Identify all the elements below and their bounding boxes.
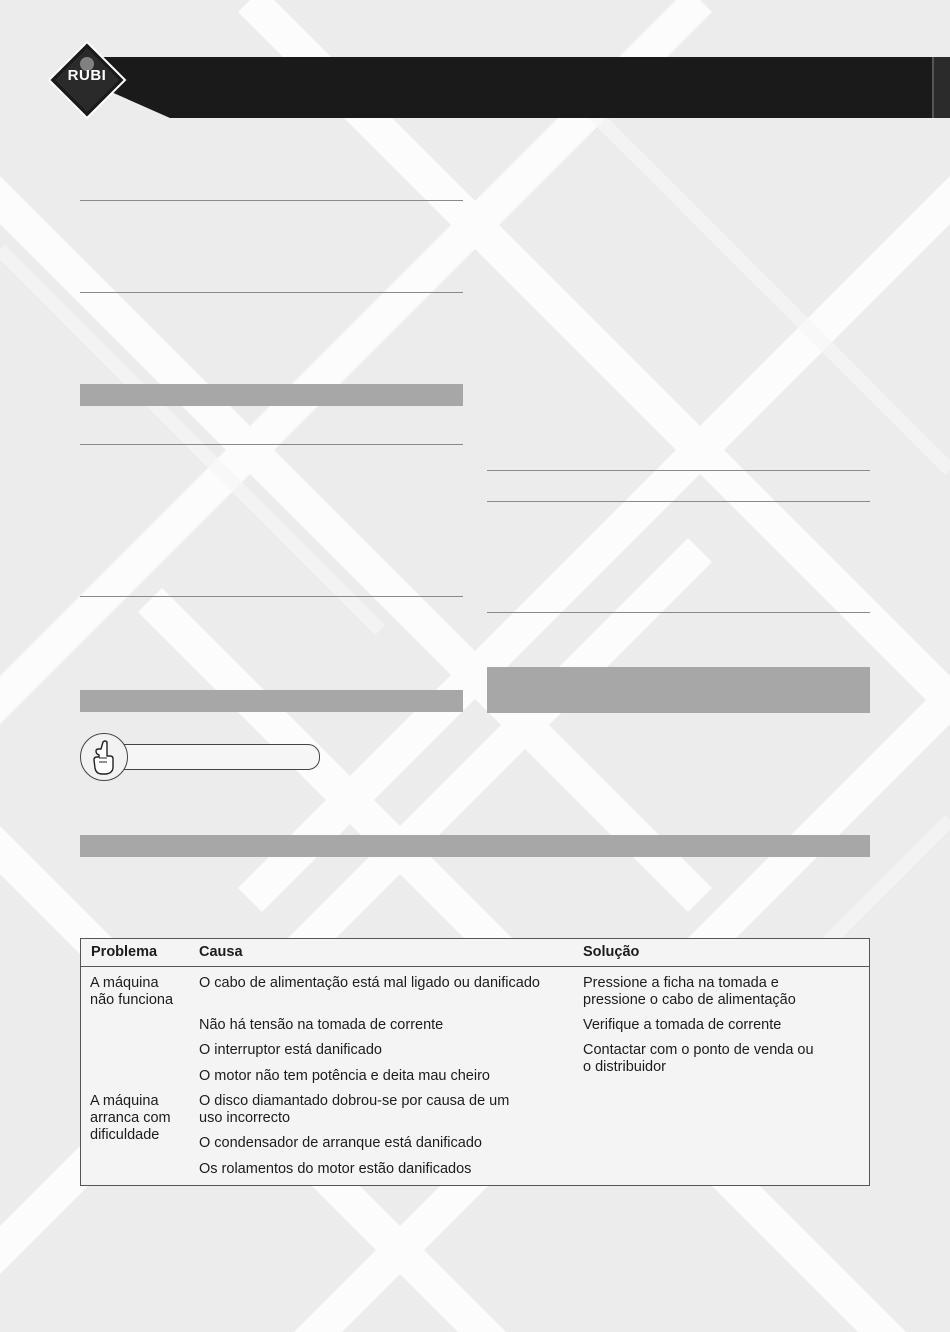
divider-rule [487,612,870,613]
cause-line: O disco diamantado dobrou-se por causa de um [199,1093,510,1109]
cause-line: uso incorrecto [199,1110,291,1126]
solution-line: Contactar com o ponto de venda ou [583,1042,814,1058]
problem-line: A máquina [90,1093,159,1109]
solution-cell [583,975,796,1009]
cause-line: O condensador de arranque está danificado [199,1135,482,1151]
table-header-rule [81,966,869,967]
problem-line: arranca com [90,1110,171,1126]
solution-line: o distribuidor [583,1059,667,1075]
divider-rule [487,501,870,502]
cause-cell [199,975,540,992]
solution-line: pressione o cabo de alimentação [583,992,796,1008]
solution-line: Pressione a ficha na tomada e [583,975,779,991]
solution-cell [583,1017,781,1034]
cause-cell [199,1017,443,1034]
cause-cell [199,1135,482,1152]
cause-cell [199,1161,471,1178]
cause-cell [199,1068,490,1085]
problem-line: não funciona [90,992,174,1008]
troubleshooting-table [80,938,870,1186]
divider-rule [80,596,463,597]
section-header-band [80,384,463,406]
problem-cell [90,975,173,1009]
pointing-hand-icon [81,734,127,780]
divider-rule [80,200,463,201]
hint-icon-frame [80,733,128,781]
column-header-solution: Solução [583,944,640,960]
header-edge-tab [932,57,950,118]
hint-box [112,744,320,770]
section-header-band [487,667,870,713]
column-header-cause: Causa [199,944,243,960]
logo-text: RUBI [67,67,107,84]
section-header-band [80,690,463,712]
cause-line: O motor não tem potência e deita mau cheiro [199,1068,490,1084]
problem-line: A máquina [90,975,159,991]
solution-line: Verifique a tomada de corrente [583,1017,782,1033]
cause-line: O cabo de alimentação está mal ligado ou danificado [199,975,540,991]
section-header-band [80,835,870,857]
rubi-logo [47,40,127,120]
cause-line: O interruptor está danificado [199,1042,382,1058]
column-header-problem: Problema [91,944,158,960]
cause-line: Os rolamentos do motor estão danificados [199,1161,472,1177]
problem-cell [90,1093,171,1144]
divider-rule [487,470,870,471]
cause-line: Não há tensão na tomada de corrente [199,1017,444,1033]
divider-rule [80,292,463,293]
solution-cell [583,1042,814,1076]
problem-line: dificuldade [90,1127,160,1143]
cause-cell [199,1093,509,1127]
divider-rule [80,444,463,445]
cause-cell [199,1042,382,1059]
header-bar [100,57,932,118]
